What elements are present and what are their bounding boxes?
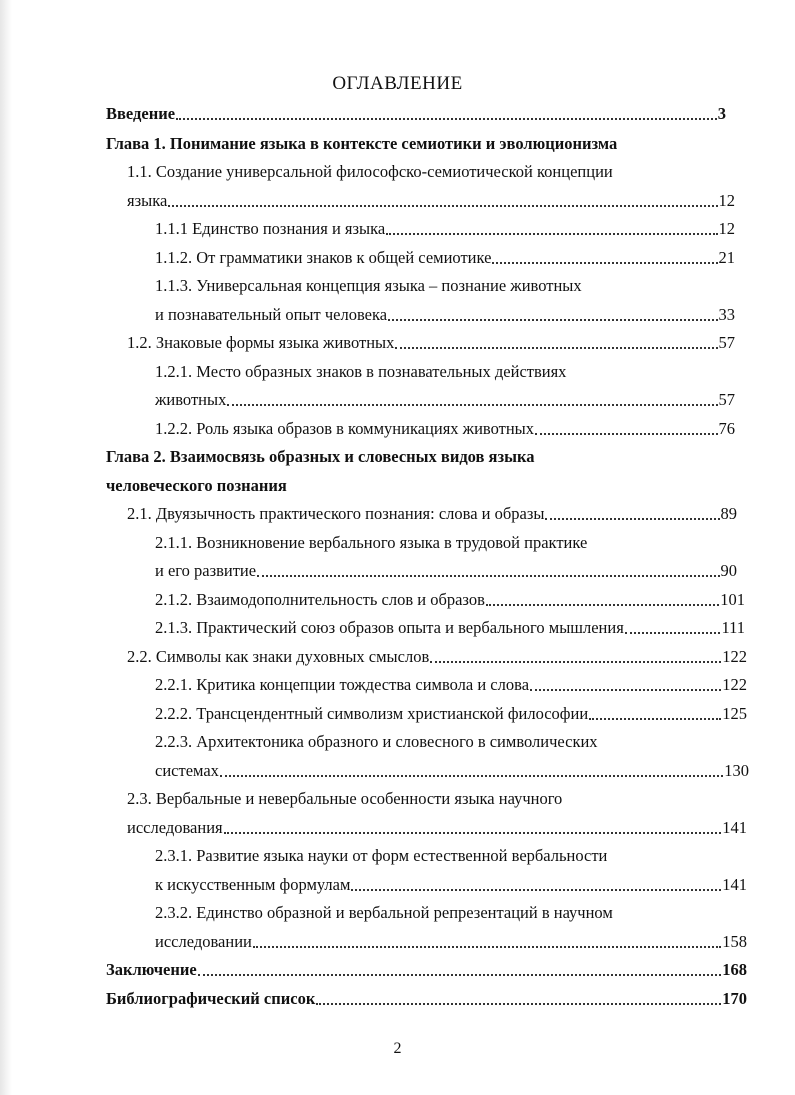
- toc-label: 1.1.1 Единство познания и языка: [155, 219, 386, 238]
- leader-dots: [625, 632, 721, 634]
- toc-label: и познавательный опыт человека: [155, 305, 388, 324]
- toc-page: 33: [718, 305, 735, 324]
- page-number: 2: [393, 1040, 402, 1057]
- toc-page: 111: [721, 618, 745, 637]
- toc-entry-1-1-line1[interactable]: 1.1. Создание универсальной философско-семиотической концепции: [127, 162, 613, 181]
- toc-label: исследования: [127, 818, 223, 837]
- toc-label: Библиографический список: [106, 989, 316, 1008]
- leader-dots: [316, 1003, 721, 1005]
- toc-page: 57: [718, 333, 735, 352]
- toc-entry-1-1-1[interactable]: [155, 219, 735, 239]
- toc-page: 141: [722, 875, 747, 894]
- toc-entry-2-3[interactable]: [127, 818, 747, 838]
- leader-dots: [492, 262, 717, 264]
- toc-entry-1-1-2[interactable]: [155, 248, 735, 268]
- leader-dots: [486, 604, 719, 606]
- toc-label: Введение: [106, 104, 176, 123]
- toc-entry-2-1-1[interactable]: [155, 561, 737, 581]
- toc-page: 141: [722, 818, 747, 837]
- toc-entry-2-2[interactable]: [127, 647, 747, 667]
- toc-entry-2-1-1-line1[interactable]: 2.1.1. Возникновение вербального языка в трудовой практике: [155, 533, 588, 552]
- toc-entry-2-3-1-line1[interactable]: 2.3.1. Развитие языка науки от форм естественной вербальности: [155, 846, 608, 865]
- toc-page: 168: [722, 960, 747, 979]
- toc-label: 2.1.3. Практический союз образов опыта и вербального мышления: [155, 618, 624, 637]
- toc-label: 2.2. Символы как знаки духовных смыслов: [127, 647, 430, 666]
- toc-label: 2.1.2. Взаимодополнительность слов и образов: [155, 590, 485, 609]
- toc-entry-2-1[interactable]: [127, 504, 737, 524]
- leader-dots: [430, 661, 721, 663]
- toc-page: 122: [722, 647, 747, 666]
- toc-page: 158: [722, 932, 747, 951]
- leader-dots: [198, 974, 722, 976]
- toc-page: 12: [718, 219, 735, 238]
- leader-dots: [257, 575, 719, 577]
- toc-entry-1-2-1[interactable]: [155, 390, 735, 410]
- leader-dots: [176, 118, 717, 120]
- leader-dots: [227, 404, 717, 406]
- toc-entry-1-1[interactable]: [127, 191, 735, 211]
- toc-label: к искусственным формулам: [155, 875, 351, 894]
- toc-entry-2-1-2[interactable]: [155, 590, 745, 610]
- toc-label: 1.1.2. От грамматики знаков к общей семиотике: [155, 248, 492, 267]
- leader-dots: [220, 775, 723, 777]
- toc-page: 21: [718, 248, 735, 267]
- toc-label: и его развитие: [155, 561, 257, 580]
- toc-entry-1-2-1-line1[interactable]: 1.2.1. Место образных знаков в познавательных действиях: [155, 362, 567, 381]
- toc-entry-2-3-line1[interactable]: 2.3. Вербальные и невербальные особенности языка научного: [127, 789, 563, 808]
- toc-entry-1-2[interactable]: [127, 333, 735, 353]
- toc-page: 101: [720, 590, 745, 609]
- toc-label: 1.2. Знаковые формы языка животных: [127, 333, 395, 352]
- leader-dots: [388, 319, 717, 321]
- leader-dots: [395, 347, 717, 349]
- toc-page: 125: [722, 704, 747, 723]
- toc-page: 3: [717, 104, 726, 123]
- toc-entry-1-1-3[interactable]: [155, 305, 735, 325]
- toc-page: 57: [718, 390, 735, 409]
- toc-entry-2-2-3[interactable]: [155, 761, 749, 781]
- toc-page: 90: [720, 561, 737, 580]
- toc-label: системах: [155, 761, 219, 780]
- toc-chapter-1[interactable]: Глава 1. Понимание языка в контексте семиотики и эволюционизма: [106, 134, 618, 153]
- leader-dots: [351, 889, 721, 891]
- leader-dots: [253, 946, 721, 948]
- leader-dots: [530, 689, 721, 691]
- leader-dots: [386, 233, 717, 235]
- toc-label: 2.2.1. Критика концепции тождества символа и слова: [155, 675, 530, 694]
- toc-label: 2.1. Двуязычность практического познания: слова и образы: [127, 504, 545, 523]
- toc-page: 89: [720, 504, 737, 523]
- toc-chapter-2-line1[interactable]: Глава 2. Взаимосвязь образных и словесных видов языка: [106, 447, 535, 466]
- leader-dots: [168, 205, 717, 207]
- toc-entry-2-1-3[interactable]: [155, 618, 745, 638]
- toc-label: языка: [127, 191, 168, 210]
- toc-entry-intro[interactable]: [106, 104, 726, 124]
- toc-entry-conclusion[interactable]: [106, 960, 747, 980]
- toc-page: 12: [718, 191, 735, 210]
- toc-entry-2-2-3-line1[interactable]: 2.2.3. Архитектоника образного и словесного в символических: [155, 732, 598, 751]
- toc-label: 1.2.2. Роль языка образов в коммуникациях животных: [155, 419, 535, 438]
- toc-entry-2-2-1[interactable]: [155, 675, 747, 695]
- toc-page: 122: [722, 675, 747, 694]
- toc-entry-1-1-3-line1[interactable]: 1.1.3. Универсальная концепция языка – познание животных: [155, 276, 582, 295]
- toc-entry-2-3-1[interactable]: [155, 875, 747, 895]
- toc-entry-2-2-2[interactable]: [155, 704, 747, 724]
- leader-dots: [589, 718, 721, 720]
- leader-dots: [224, 832, 722, 834]
- toc-page: 76: [718, 419, 735, 438]
- leader-dots: [545, 518, 719, 520]
- toc-entry-2-3-2-line1[interactable]: 2.3.2. Единство образной и вербальной репрезентаций в научном: [155, 903, 613, 922]
- toc-page: 130: [724, 761, 749, 780]
- toc-page: 170: [722, 989, 747, 1008]
- scan-edge: [0, 0, 12, 1095]
- toc-label: исследовании: [155, 932, 252, 951]
- toc-chapter-2-line2[interactable]: человеческого познания: [106, 476, 287, 495]
- toc-label: 2.2.2. Трансцендентный символизм христианской философии: [155, 704, 589, 723]
- toc-label: животных: [155, 390, 227, 409]
- page-title: ОГЛАВЛЕНИЕ: [332, 73, 463, 94]
- leader-dots: [535, 433, 717, 435]
- toc-entry-2-3-2[interactable]: [155, 932, 747, 952]
- toc-entry-1-2-2[interactable]: [155, 419, 735, 439]
- toc-label: Заключение: [106, 960, 197, 979]
- toc-entry-bibliography[interactable]: [106, 989, 747, 1009]
